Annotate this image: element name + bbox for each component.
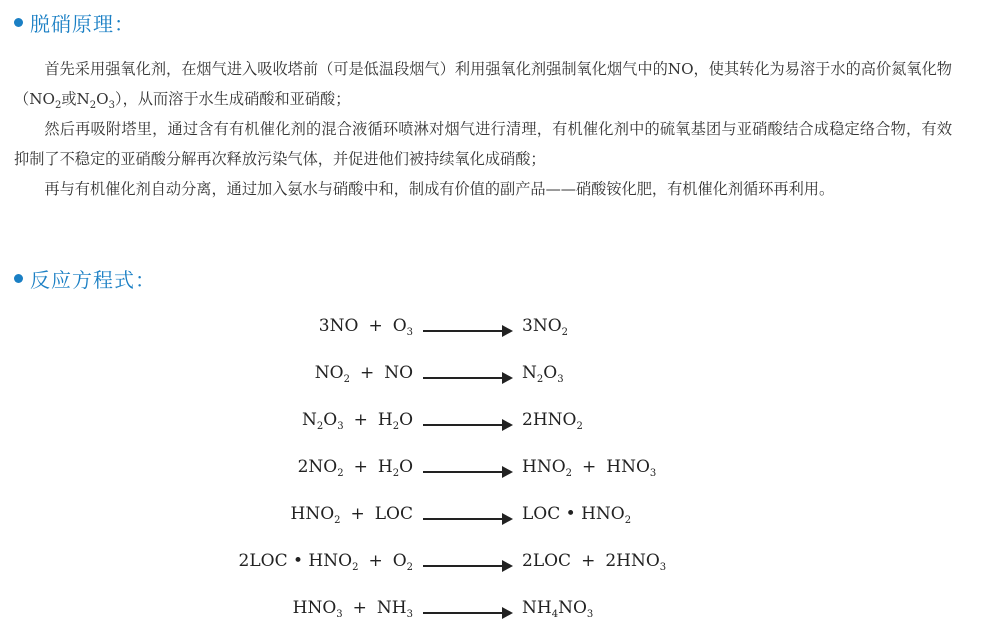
- subscript: 4: [551, 609, 559, 620]
- plus-sign: +: [368, 316, 383, 336]
- equation-reactants: [239, 551, 413, 571]
- section-title-text: 反应方程式：: [30, 268, 156, 292]
- chemical-term: [522, 551, 571, 571]
- chemical-term: [239, 551, 359, 571]
- text-run: LOC: [374, 504, 413, 524]
- bullet-dot-icon: [14, 18, 23, 27]
- text-run: LOC • HNO: [522, 504, 625, 524]
- text-run: HNO: [290, 504, 335, 524]
- chemical-term: [302, 410, 344, 430]
- text-run: 2LOC: [522, 551, 572, 571]
- equation-row: [0, 457, 993, 487]
- bullet-dot-icon: [14, 274, 23, 283]
- equation-row: [0, 598, 993, 628]
- equation-row: [0, 316, 993, 346]
- chemical-term: [291, 504, 341, 524]
- chemical-term: [293, 598, 343, 618]
- text-run: 2LOC • HNO: [238, 551, 353, 571]
- equation-products: [522, 316, 568, 336]
- subscript: 2: [54, 100, 62, 111]
- subscript: 3: [337, 421, 344, 432]
- text-run: 2NO: [297, 457, 338, 477]
- chemical-term: [522, 316, 568, 336]
- text-run: HNO: [606, 457, 650, 477]
- text-run: O: [323, 410, 338, 430]
- plus-sign: +: [350, 504, 365, 524]
- subscript: 2: [334, 515, 341, 526]
- equation-products: [522, 457, 656, 477]
- equation-row: [0, 551, 993, 581]
- chemical-term: [378, 410, 413, 430]
- chemical-term: [319, 316, 359, 336]
- chemical-term: [605, 551, 666, 571]
- equation-products: [522, 551, 666, 571]
- subscript: 3: [649, 468, 657, 479]
- subscript: 3: [406, 327, 413, 338]
- text-run: H: [377, 457, 393, 477]
- subscript: 2: [352, 562, 359, 573]
- plus-sign: +: [353, 410, 368, 430]
- plus-sign: +: [368, 551, 383, 571]
- plus-sign: +: [581, 551, 596, 571]
- paragraph: [14, 114, 952, 174]
- subscript: 2: [406, 562, 413, 573]
- text-run: O: [399, 457, 413, 477]
- chemical-term: [378, 457, 413, 477]
- arrow-right-icon: [423, 612, 511, 614]
- subscript: 2: [565, 468, 573, 479]
- equation-products: [522, 598, 593, 618]
- text-run: N: [302, 410, 317, 430]
- chemical-term: [522, 363, 564, 383]
- equation-reactants: [291, 504, 414, 524]
- text-run: NO: [558, 598, 587, 618]
- subscript: 2: [343, 374, 350, 385]
- subscript: 3: [108, 100, 115, 111]
- text-run: 2HNO: [522, 410, 577, 430]
- equation-reactants: [302, 410, 413, 430]
- chemical-term: [384, 363, 413, 383]
- text-run: NO: [314, 363, 344, 383]
- text-run: ），从而溶于水生成硝酸和亚硝酸；: [115, 90, 351, 108]
- plus-sign: +: [359, 363, 375, 383]
- equation-products: [522, 363, 564, 383]
- equation-reactants: [319, 316, 413, 336]
- text-run: O: [392, 551, 407, 571]
- subscript: 2: [576, 421, 583, 432]
- subscript: 2: [89, 100, 97, 111]
- subscript: 2: [337, 468, 344, 479]
- chemical-term: [315, 363, 350, 383]
- chemical-term: [393, 316, 413, 336]
- text-run: 3NO: [318, 316, 359, 336]
- text-run: 首先采用强氧化剂，在烟气进入吸收塔前（可是低温段烟气）利用强氧化剂强制氧化烟气中的NO，使其转化为易溶于水的高价氮氧化物（NO: [14, 60, 952, 108]
- text-run: O: [543, 363, 558, 383]
- subscript: 2: [624, 515, 632, 526]
- text-run: NO: [384, 363, 413, 383]
- equation-products: [522, 504, 631, 524]
- chemical-term: [606, 457, 656, 477]
- equation-reactants: [315, 363, 413, 383]
- text-run: H: [377, 410, 393, 430]
- text-run: HNO: [522, 457, 566, 477]
- chemical-term: [393, 551, 413, 571]
- section-title-text: 脱硝原理：: [30, 12, 135, 36]
- chemical-term: [522, 457, 572, 477]
- paragraph: [14, 54, 952, 114]
- text-run: 2HNO: [605, 551, 660, 571]
- text-run: NH: [522, 598, 552, 618]
- subscript: 3: [586, 609, 594, 620]
- text-run: 3NO: [522, 316, 562, 336]
- text-run: NH: [376, 598, 407, 618]
- equation-reactants: [293, 598, 413, 618]
- subscript: 2: [392, 421, 400, 432]
- section-title-equations: [14, 264, 156, 293]
- section-title-principle: [14, 8, 135, 37]
- arrow-right-icon: [423, 424, 511, 426]
- chemical-term: [522, 598, 593, 618]
- subscript: 3: [406, 609, 413, 620]
- chemical-term: [522, 410, 583, 430]
- text-run: HNO: [292, 598, 337, 618]
- principle-paragraphs: [14, 54, 952, 204]
- paragraph: [14, 174, 952, 204]
- subscript: 3: [336, 609, 343, 620]
- equation-row: [0, 504, 993, 534]
- subscript: 2: [392, 468, 400, 479]
- equation-products: [522, 410, 583, 430]
- plus-sign: +: [582, 457, 597, 477]
- subscript: 3: [557, 374, 564, 385]
- equation-row: [0, 410, 993, 440]
- text-run: N: [522, 363, 537, 383]
- chemical-term: [298, 457, 344, 477]
- text-run: 然后再吸附塔里，通过含有有机催化剂的混合液循环喷淋对烟气进行清理，有机催化剂中的硫氧基团与亚硝酸结合成稳定络合物，有效抑制了不稳定的亚硝酸分解再次释放污染气体，并促进他们被持续氧化成硝酸；: [14, 120, 952, 168]
- arrow-right-icon: [423, 518, 511, 520]
- text-run: 再与有机催化剂自动分离，通过加入氨水与硝酸中和，制成有价值的副产品——硝酸铵化肥，有机催化剂循环再利用。: [44, 180, 835, 198]
- plus-sign: +: [352, 598, 367, 618]
- text-run: O: [399, 410, 413, 430]
- chemical-term: [375, 504, 413, 524]
- subscript: 2: [536, 374, 544, 385]
- plus-sign: +: [353, 457, 368, 477]
- text-run: 或N: [61, 90, 90, 108]
- text-run: O: [96, 90, 109, 108]
- chemical-term: [522, 504, 631, 524]
- subscript: 2: [316, 421, 324, 432]
- subscript: 3: [659, 562, 667, 573]
- text-run: O: [392, 316, 407, 336]
- chemical-term: [377, 598, 413, 618]
- arrow-right-icon: [423, 565, 511, 567]
- arrow-right-icon: [423, 330, 511, 332]
- equation-reactants: [298, 457, 413, 477]
- arrow-right-icon: [423, 377, 511, 379]
- arrow-right-icon: [423, 471, 511, 473]
- subscript: 2: [561, 327, 569, 338]
- equation-row: [0, 363, 993, 393]
